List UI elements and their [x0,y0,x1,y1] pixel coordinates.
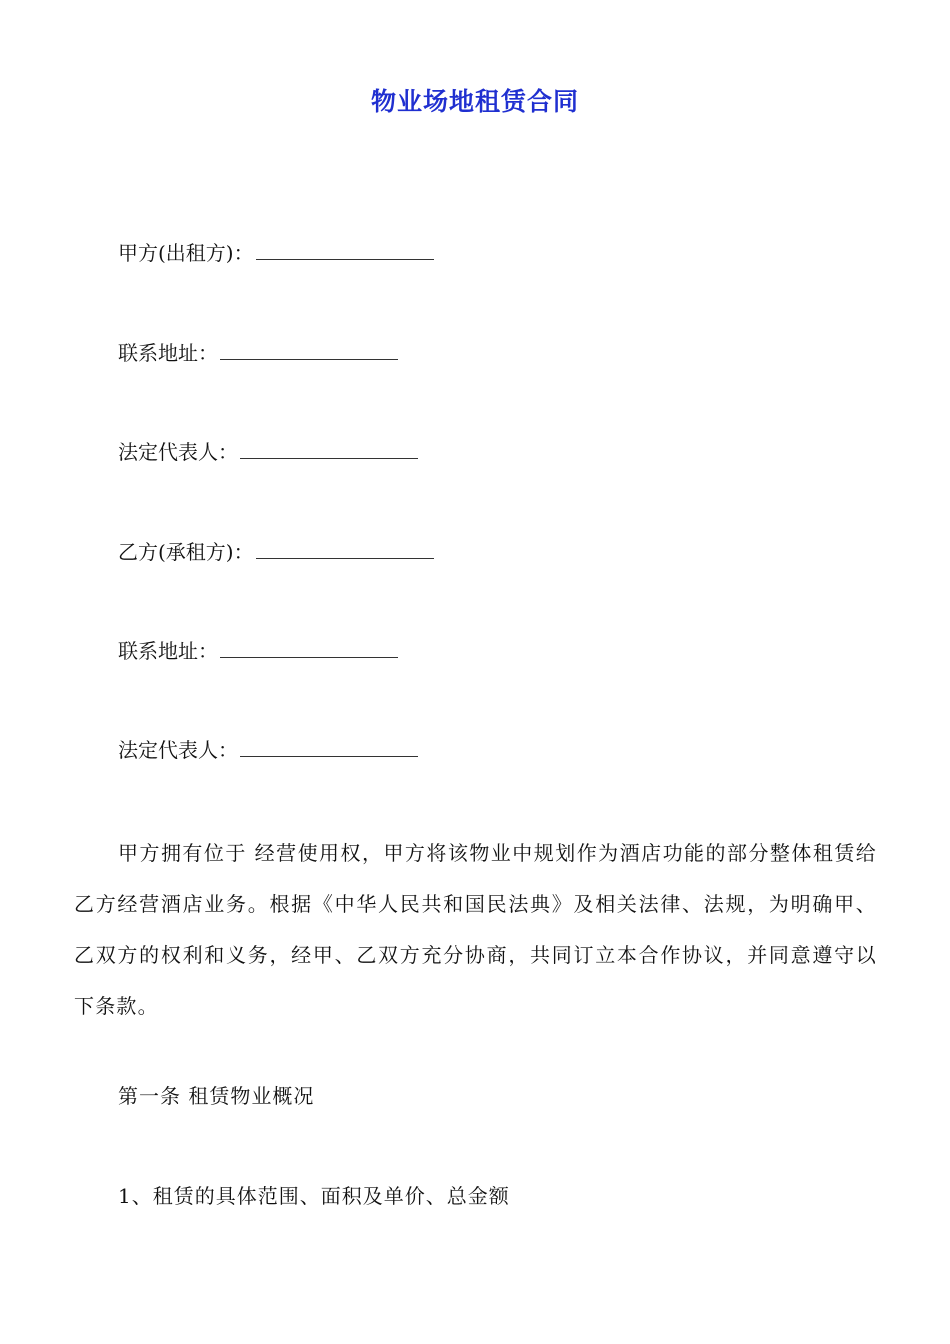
party-b-lessee-label: 乙方(承租方)： [118,540,254,564]
party-a-representative-label: 法定代表人： [118,440,238,464]
party-a-address-field [118,337,398,367]
party-b-representative-blank[interactable] [240,734,418,757]
party-b-address-blank[interactable] [220,635,398,658]
article-1-heading: 第一条 租赁物业概况 [118,1084,315,1108]
party-a-lessor-blank[interactable] [256,237,434,260]
party-b-lessee-blank[interactable] [256,536,434,559]
party-b-address-label: 联系地址： [118,639,218,663]
party-a-lessor-field [118,237,434,267]
party-a-representative-blank[interactable] [240,436,418,459]
party-a-address-blank[interactable] [220,337,398,360]
article-1-item-1: 1、租赁的具体范围、面积及单价、总金额 [118,1184,510,1208]
party-b-address-field [118,635,398,665]
party-b-lessee-field [118,536,434,566]
intro-paragraph: 甲方拥有位于 经营使用权，甲方将该物业中规划作为酒店功能的部分整体租赁给乙方经营酒店业务。根据《中华人民共和国民法典》及相关法律、法规，为明确甲、乙双方的权利和义务，经甲、乙双方充分协商，共同订立本合作协议，并同意遵守以下条款。 [74,841,877,1018]
document-title: 物业场地租赁合同 [370,87,579,116]
party-a-lessor-label: 甲方(出租方)： [118,241,254,265]
party-b-representative-field [118,734,418,764]
party-a-representative-field [118,436,418,466]
party-a-address-label: 联系地址： [118,341,218,365]
party-b-representative-label: 法定代表人： [118,738,238,762]
